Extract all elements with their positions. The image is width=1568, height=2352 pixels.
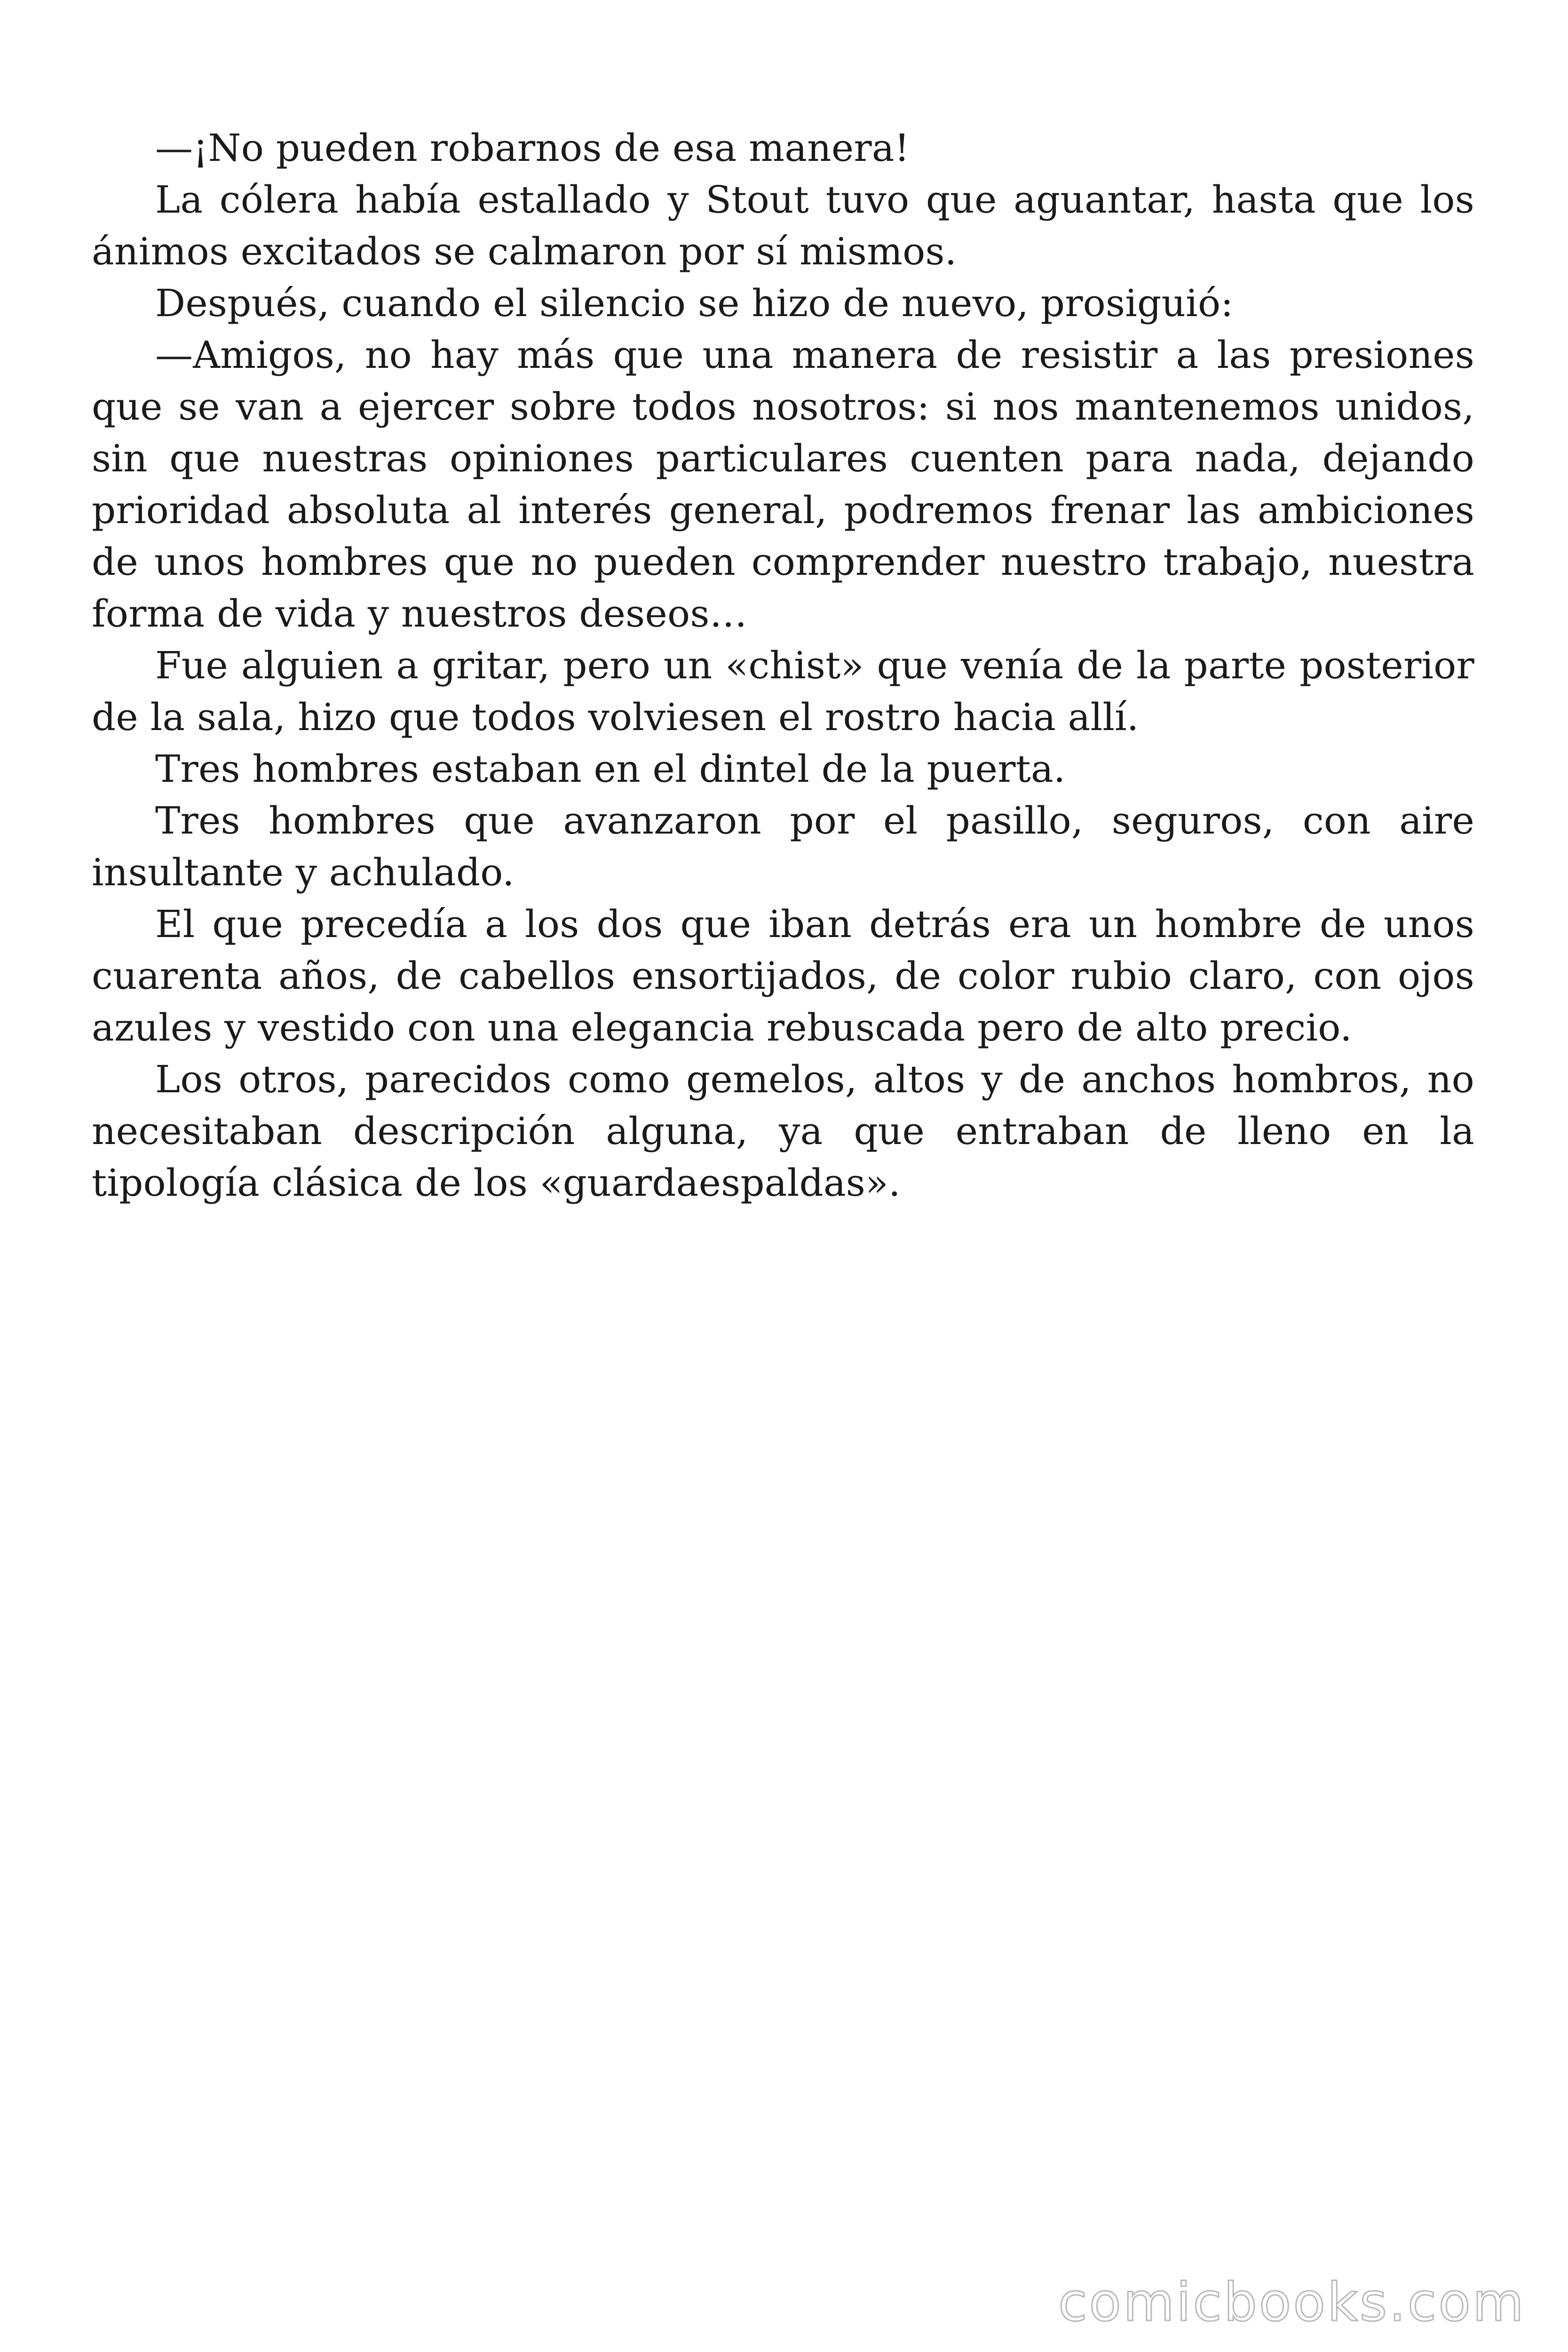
page-body	[92, 122, 1474, 1209]
paragraph: Tres hombres que avanzaron por el pasillo, seguros, con aire insultante y achulado.	[92, 799, 1474, 894]
watermark: comicbooks.com	[1058, 2272, 1526, 2333]
paragraph: —Amigos, no hay más que una manera de resistir a las presiones que se van a ejercer sobre todos nosotros: si nos mantenemos unidos, sin que nuestras opiniones particulares cuenten para nada, dejando prioridad absoluta al interés general, podremos frenar las ambiciones de unos hombres que no pueden comprender nuestro trabajo, nuestra forma de vida y nuestros deseos…	[92, 333, 1474, 636]
paragraph: El que precedía a los dos que iban detrás era un hombre de unos cuarenta años, de cabellos ensortijados, de color rubio claro, con ojos azules y vestido con una elegancia rebuscada pero de alto precio.	[92, 902, 1474, 1049]
paragraph: Tres hombres estaban en el dintel de la puerta.	[155, 747, 1066, 791]
paragraph: —¡No pueden robarnos de esa manera!	[155, 126, 910, 170]
paragraph: Fue alguien a gritar, pero un «chist» que venía de la parte posterior de la sala, hizo que todos volviesen el rostro hacia allí.	[92, 644, 1474, 739]
paragraph: La cólera había estallado y Stout tuvo que aguantar, hasta que los ánimos excitados se calmaron por sí mismos.	[92, 178, 1474, 273]
paragraph: Los otros, parecidos como gemelos, altos y de anchos hombros, no necesitaban descripción alguna, ya que entraban de lleno en la tipología clásica de los «guardaespaldas».	[92, 1057, 1474, 1205]
paragraph: Después, cuando el silencio se hizo de nuevo, prosiguió:	[155, 281, 1234, 325]
